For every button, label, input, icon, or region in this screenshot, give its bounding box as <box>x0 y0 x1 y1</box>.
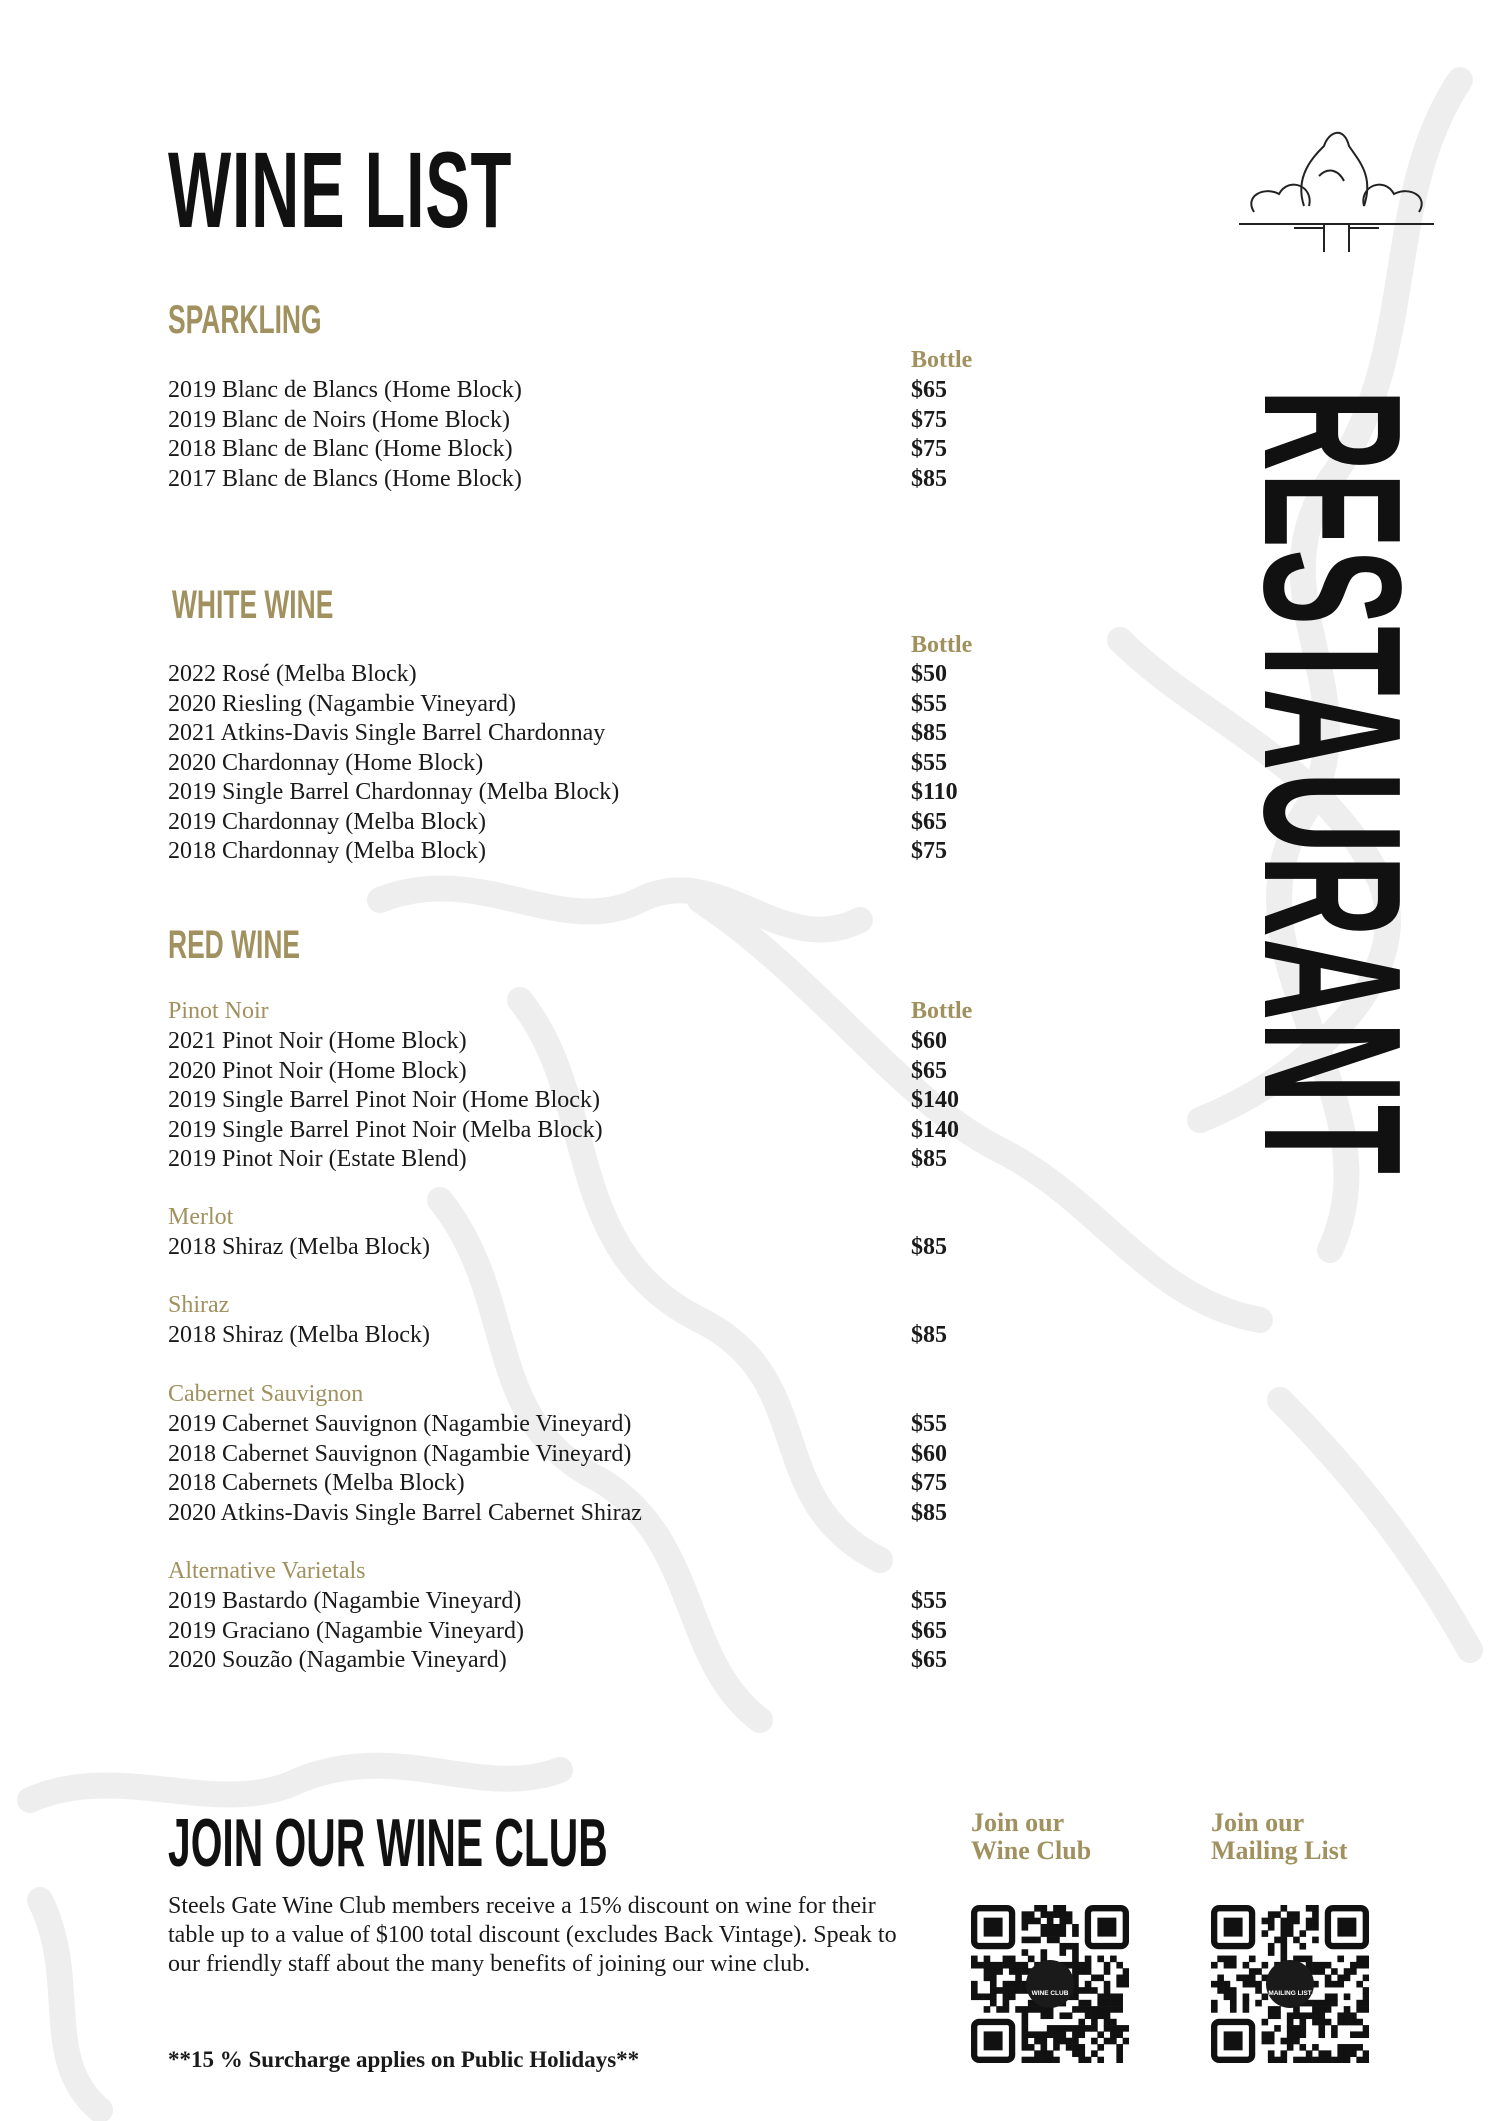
wine-club-qr-code[interactable] <box>971 1905 1129 2063</box>
wine-name: 2020 Souzão (Nagambie Vineyard) <box>168 1647 507 1673</box>
wine-price: $140 <box>911 1116 959 1143</box>
wine-price: $85 <box>911 720 947 746</box>
wine-name: 2020 Pinot Noir (Home Block) <box>168 1057 467 1084</box>
wine-list-item <box>168 1144 968 1174</box>
wine-name: 2018 Cabernet Sauvignon (Nagambie Vineyard) <box>168 1440 632 1467</box>
wine-name: 2018 Shiraz (Melba Block) <box>168 1234 430 1260</box>
section-heading-red: RED WINE <box>168 923 300 967</box>
mailing-list-qr-code[interactable] <box>1211 1905 1369 2063</box>
wine-name: 2019 Single Barrel Chardonnay (Melba Block) <box>168 779 620 805</box>
bottle-column-label: Bottle <box>911 998 973 1024</box>
winery-logo-icon <box>1234 116 1439 252</box>
wine-price: $50 <box>911 661 947 687</box>
qr-label-line1: Join our <box>1211 1808 1305 1837</box>
section-heading-white: WHITE WINE <box>172 583 334 627</box>
wine-name: 2018 Shiraz (Melba Block) <box>168 1322 430 1348</box>
wine-list-item <box>168 1645 968 1675</box>
varietal-subheading: Cabernet Sauvignon <box>168 1381 364 1407</box>
page-title: WINE LIST <box>168 129 513 250</box>
restaurant-label: RESTAURANT <box>1223 389 1442 1176</box>
wine-price: $75 <box>911 1470 947 1496</box>
wine-name: 2017 Blanc de Blancs (Home Block) <box>168 465 522 492</box>
wine-list-item <box>168 659 968 689</box>
wine-list-item <box>168 1439 968 1469</box>
wine-price: $75 <box>911 406 947 433</box>
wine-price: $55 <box>911 749 947 776</box>
wine-price: $60 <box>911 1028 947 1054</box>
wine-name: 2019 Cabernet Sauvignon (Nagambie Vineyard) <box>168 1411 632 1437</box>
wine-name: 2019 Graciano (Nagambie Vineyard) <box>168 1617 524 1644</box>
bottle-column-label: Bottle <box>911 347 973 373</box>
wine-price: $85 <box>911 465 947 492</box>
section-heading-sparkling: SPARKLING <box>168 298 322 342</box>
wine-name: 2019 Pinot Noir (Estate Blend) <box>168 1146 467 1172</box>
wine-name: 2019 Single Barrel Pinot Noir (Melba Block) <box>168 1116 603 1143</box>
wine-name: 2018 Blanc de Blanc (Home Block) <box>168 436 513 462</box>
wine-list-item <box>168 1586 968 1616</box>
wine-club-heading: JOIN OUR WINE CLUB <box>168 1805 608 1881</box>
wine-name: 2021 Pinot Noir (Home Block) <box>168 1028 467 1054</box>
qr-code-icon <box>971 1905 1129 2063</box>
wine-price: $60 <box>911 1440 947 1467</box>
qr-code-icon <box>1211 1905 1369 2063</box>
wine-price: $85 <box>911 1234 947 1260</box>
wine-list-item <box>168 375 968 405</box>
wine-name: 2022 Rosé (Melba Block) <box>168 661 417 687</box>
wine-list-item <box>168 836 968 866</box>
restaurant-vertical-title <box>1223 389 1442 1241</box>
wine-list-item <box>168 1320 968 1350</box>
wine-price: $55 <box>911 1411 947 1437</box>
qr-badge-text: WINE CLUB <box>1031 1990 1069 1997</box>
wine-list-item <box>168 464 968 494</box>
wine-name: 2019 Single Barrel Pinot Noir (Home Block) <box>168 1087 600 1113</box>
wine-price: $110 <box>911 779 958 805</box>
qr-label-line2: Mailing List <box>1211 1836 1348 1865</box>
wine-list-item <box>168 1232 968 1262</box>
wine-price: $75 <box>911 436 947 462</box>
varietal-subheading: Alternative Varietals <box>168 1558 366 1584</box>
wine-price: $65 <box>911 808 947 835</box>
wine-list-item <box>168 1085 968 1115</box>
wine-list-item <box>168 1026 968 1056</box>
wine-list-item <box>168 807 968 837</box>
wine-price: $85 <box>911 1322 947 1348</box>
wine-name: 2021 Atkins-Davis Single Barrel Chardonnay <box>168 720 606 746</box>
qr-badge-text: MAILING LIST <box>1268 1990 1312 1997</box>
varietal-subheading: Pinot Noir <box>168 998 269 1024</box>
wine-price: $85 <box>911 1499 947 1526</box>
wine-list-item <box>168 405 968 435</box>
varietal-subheading: Merlot <box>168 1204 234 1230</box>
qr-label-line2: Wine Club <box>971 1836 1092 1865</box>
varietal-subheading: Shiraz <box>168 1292 230 1318</box>
wine-price: $75 <box>911 838 947 864</box>
wine-price: $65 <box>911 1057 947 1084</box>
wine-name: 2019 Bastardo (Nagambie Vineyard) <box>168 1588 522 1614</box>
wine-price: $55 <box>911 690 947 717</box>
wine-name: 2019 Chardonnay (Melba Block) <box>168 808 486 835</box>
wine-list-item <box>168 777 968 807</box>
wine-price: $65 <box>911 1647 947 1673</box>
wine-name: 2018 Chardonnay (Melba Block) <box>168 838 486 864</box>
wine-list-item <box>168 1468 968 1498</box>
wine-name: 2019 Blanc de Blancs (Home Block) <box>168 377 522 403</box>
wine-list-item <box>168 748 968 778</box>
mailing-list-qr-label <box>1211 1809 1348 1865</box>
wine-club-description: Steels Gate Wine Club members receive a 15% discount on wine for their table up to a value of $100 total discount (excludes Back Vintage). Speak to our friendly staff about the many benefits of joining our wine club. <box>168 1893 897 1977</box>
wine-price: $85 <box>911 1146 947 1172</box>
wine-list-item <box>168 1115 968 1145</box>
wine-price: $65 <box>911 377 947 403</box>
bottle-column-label: Bottle <box>911 632 973 658</box>
qr-label-line1: Join our <box>971 1808 1065 1837</box>
wine-name: 2020 Riesling (Nagambie Vineyard) <box>168 690 517 717</box>
wine-name: 2020 Atkins-Davis Single Barrel Cabernet Shiraz <box>168 1499 642 1526</box>
wine-list-item <box>168 434 968 464</box>
surcharge-note: **15 % Surcharge applies on Public Holidays** <box>168 2047 640 2072</box>
wine-club-qr-label <box>971 1809 1091 1865</box>
wine-list-item <box>168 718 968 748</box>
wine-price: $55 <box>911 1588 947 1614</box>
wine-list-item <box>168 1616 968 1646</box>
wine-name: 2018 Cabernets (Melba Block) <box>168 1470 465 1496</box>
wine-list-item <box>168 1056 968 1086</box>
wine-name: 2019 Blanc de Noirs (Home Block) <box>168 406 510 433</box>
wine-list-item <box>168 1498 968 1528</box>
wine-list-item <box>168 689 968 719</box>
wine-price: $140 <box>911 1087 959 1113</box>
wine-name: 2020 Chardonnay (Home Block) <box>168 749 484 776</box>
wine-list-item <box>168 1409 968 1439</box>
wine-price: $65 <box>911 1617 947 1644</box>
